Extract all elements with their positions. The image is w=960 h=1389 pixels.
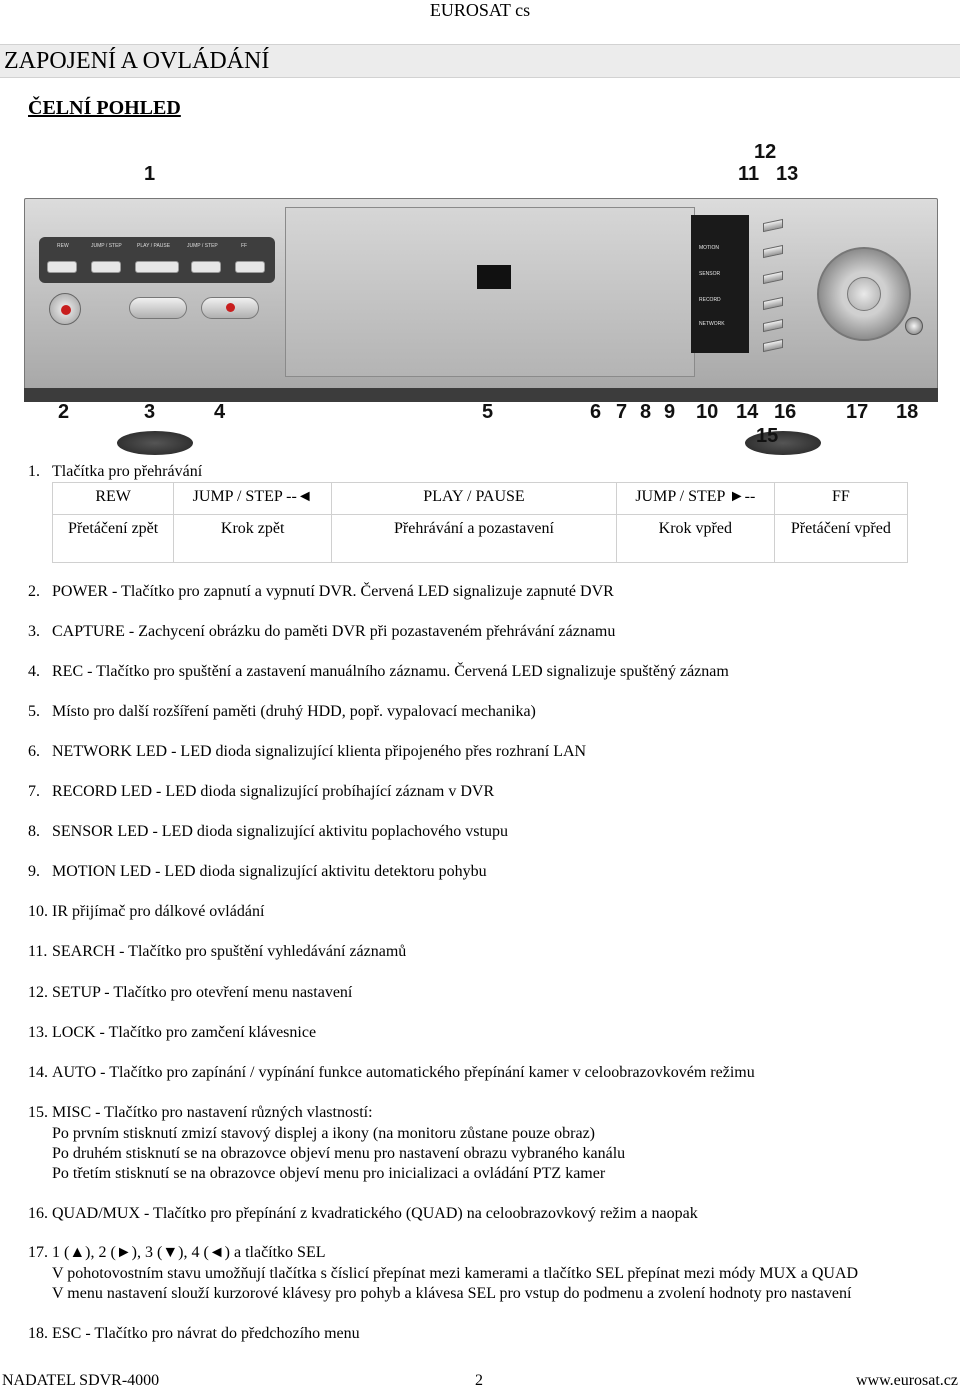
list-item-number: 2. bbox=[28, 583, 40, 600]
network-led-label: NETWORK bbox=[699, 321, 725, 327]
list-item-text: ESC - Tlačítko pro návrat do předchozího menu bbox=[52, 1325, 360, 1342]
cursor-joypad[interactable] bbox=[817, 247, 911, 341]
jump-back-button[interactable] bbox=[91, 261, 121, 273]
list-item-1 bbox=[28, 462, 202, 482]
section-bar bbox=[0, 44, 960, 78]
front-panel-figure bbox=[20, 130, 940, 450]
list-item-text: MISC - Tlačítko pro nastavení různých vlastností: bbox=[52, 1104, 373, 1121]
list-item-number: 6. bbox=[28, 743, 40, 760]
list-item-text: AUTO - Tlačítko pro zapínání / vypínání funkce automatického přepínání kamer v celoobrazovkovém režimu bbox=[52, 1064, 755, 1081]
table-cell: Přehrávání a pozastavení bbox=[332, 515, 617, 563]
callout-17: 17 bbox=[846, 401, 869, 423]
record-led-label: RECORD bbox=[699, 297, 721, 303]
dvr-front-panel bbox=[24, 198, 938, 390]
list-item-number: 7. bbox=[28, 783, 40, 800]
list-item-text: IR přijímač pro dálkové ovládání bbox=[52, 903, 265, 920]
callout-2: 2 bbox=[58, 401, 70, 423]
list-item-14 bbox=[28, 1063, 755, 1083]
table-cell: Přetáčení zpět bbox=[53, 515, 174, 563]
list-item-number: 16. bbox=[28, 1205, 48, 1222]
list-item-12 bbox=[28, 983, 352, 1003]
list-item-2 bbox=[28, 582, 614, 602]
callout-9: 9 bbox=[664, 401, 676, 423]
list-item-number: 1. bbox=[28, 463, 40, 480]
list-item-number: 3. bbox=[28, 623, 40, 640]
footer-model: NADATEL SDVR-4000 bbox=[2, 1372, 160, 1389]
list-item-text: CAPTURE - Zachycení obrázku do paměti DVR při pozastaveném přehrávání záznamu bbox=[52, 623, 616, 640]
rec-led bbox=[226, 303, 235, 312]
item-17-line: V pohotovostním stavu umožňují tlačítka s číslicí přepínat mezi kamerami a tlačítko SEL přepínat mezi módy MUX a QUAD bbox=[52, 1265, 859, 1282]
rew-label: REW bbox=[57, 243, 69, 249]
setup-button[interactable] bbox=[763, 245, 783, 258]
callout-4: 4 bbox=[214, 401, 226, 423]
list-item-number: 12. bbox=[28, 984, 48, 1001]
item-17-line: V menu nastavení slouží kurzorové klávesy pro pohyb a klávesa SEL pro vstup do podmenu a zvolení hodnoty pro nastavení bbox=[52, 1285, 852, 1302]
callout-13: 13 bbox=[776, 163, 799, 185]
rew-button[interactable] bbox=[47, 261, 77, 273]
list-item-number: 10. bbox=[28, 903, 48, 920]
auto-button[interactable] bbox=[763, 297, 783, 310]
list-item-10 bbox=[28, 902, 264, 922]
list-item-7 bbox=[28, 782, 494, 802]
sel-button[interactable] bbox=[847, 277, 881, 311]
list-item-text: 1 (▲), 2 (►), 3 (▼), 4 (◄) a tlačítko SEL bbox=[52, 1244, 326, 1261]
footer-url: www.eurosat.cz bbox=[855, 1372, 958, 1389]
lock-button[interactable] bbox=[763, 271, 783, 284]
table-header-cell: FF bbox=[774, 483, 907, 515]
ff-label: FF bbox=[241, 243, 248, 249]
list-item-number: 17. bbox=[28, 1244, 48, 1261]
ir-receiver bbox=[477, 265, 511, 289]
callout-10: 10 bbox=[696, 401, 719, 423]
dvr-base bbox=[24, 388, 938, 402]
table-header-row bbox=[53, 483, 908, 515]
list-item-9 bbox=[28, 862, 487, 882]
list-item-number: 9. bbox=[28, 863, 40, 880]
item-15-line: Po třetím stisknutí se na obrazovce objeví menu pro inicializaci a ovládání PTZ kamer bbox=[52, 1165, 606, 1182]
esc-button[interactable] bbox=[905, 317, 923, 335]
list-item-8 bbox=[28, 822, 508, 842]
list-item-text: Místo pro další rozšíření paměti (druhý HDD, popř. vypalovací mechanika) bbox=[52, 703, 536, 720]
rec-button[interactable] bbox=[201, 297, 259, 319]
callout-3: 3 bbox=[144, 401, 156, 423]
table-header-cell: JUMP / STEP --◄ bbox=[174, 483, 332, 515]
callout-7: 7 bbox=[616, 401, 628, 423]
list-item-number: 11. bbox=[28, 943, 48, 960]
list-item-18 bbox=[28, 1324, 360, 1344]
table-row bbox=[53, 515, 908, 563]
list-item-text: Tlačítka pro přehrávání bbox=[52, 463, 203, 480]
table-cell: Krok zpět bbox=[174, 515, 332, 563]
motion-led-label: MOTION bbox=[699, 245, 719, 251]
header-brand: EUROSAT cs bbox=[429, 0, 531, 20]
table-header-cell: PLAY / PAUSE bbox=[332, 483, 617, 515]
section-title: ZAPOJENÍ A OVLÁDÁNÍ bbox=[4, 48, 270, 74]
capture-button[interactable] bbox=[129, 297, 187, 319]
list-item-15 bbox=[28, 1103, 373, 1123]
jump-fwd-label: JUMP / STEP bbox=[187, 243, 218, 249]
list-item-4 bbox=[28, 662, 729, 682]
callout-18: 18 bbox=[896, 401, 919, 423]
callout-5: 5 bbox=[482, 401, 494, 423]
ff-button[interactable] bbox=[235, 261, 265, 273]
list-item-13 bbox=[28, 1023, 316, 1043]
item-15-line: Po prvním stisknutí zmizí stavový displej a ikony (na monitoru zůstane pouze obraz) bbox=[52, 1125, 596, 1142]
list-item-3 bbox=[28, 622, 615, 642]
search-button[interactable] bbox=[763, 219, 783, 232]
sensor-led-label: SENSOR bbox=[699, 271, 721, 277]
list-item-text: RECORD LED - LED dioda signalizující probíhající záznam v DVR bbox=[52, 783, 495, 800]
callout-14: 14 bbox=[736, 401, 759, 423]
playback-button-group bbox=[39, 237, 275, 283]
jump-fwd-button[interactable] bbox=[191, 261, 221, 273]
list-item-11 bbox=[28, 942, 406, 962]
list-item-6 bbox=[28, 742, 586, 762]
callout-6: 6 bbox=[590, 401, 602, 423]
callout-8: 8 bbox=[640, 401, 652, 423]
list-item-number: 8. bbox=[28, 823, 40, 840]
playback-buttons-table bbox=[52, 482, 908, 563]
list-item-5 bbox=[28, 702, 536, 722]
list-item-number: 15. bbox=[28, 1104, 48, 1121]
callout-11: 11 bbox=[738, 163, 760, 185]
table-cell: Přetáčení vpřed bbox=[774, 515, 907, 563]
callout-1: 1 bbox=[144, 163, 156, 185]
list-item-number: 13. bbox=[28, 1024, 48, 1041]
subtitle: ČELNÍ POHLED bbox=[28, 97, 181, 119]
list-item-text: LOCK - Tlačítko pro zamčení klávesnice bbox=[52, 1024, 317, 1041]
list-item-text: MOTION LED - LED dioda signalizující aktivitu detektoru pohybu bbox=[52, 863, 487, 880]
list-item-16 bbox=[28, 1204, 698, 1224]
power-button[interactable] bbox=[49, 293, 81, 325]
list-item-text: REC - Tlačítko pro spuštění a zastavení manuálního záznamu. Červená LED signalizuje spuštěný záznam bbox=[52, 663, 729, 680]
item-15-line: Po druhém stisknutí se na obrazovce objeví menu pro nastavení obrazu vybraného kanálu bbox=[52, 1145, 626, 1162]
callout-16: 16 bbox=[774, 401, 797, 423]
list-item-text: SENSOR LED - LED dioda signalizující aktivitu poplachového vstupu bbox=[52, 823, 508, 840]
footer-page-number: 2 bbox=[475, 1372, 483, 1389]
jump-back-label: JUMP / STEP bbox=[91, 243, 122, 249]
list-item-text: NETWORK LED - LED dioda signalizující klienta připojeného přes rozhraní LAN bbox=[52, 743, 587, 760]
table-cell: Krok vpřed bbox=[616, 515, 774, 563]
list-item-text: SEARCH - Tlačítko pro spuštění vyhledávání záznamů bbox=[52, 943, 407, 960]
callout-12: 12 bbox=[754, 141, 777, 163]
list-item-number: 14. bbox=[28, 1064, 48, 1081]
led-panel bbox=[691, 215, 749, 353]
list-item-text: QUAD/MUX - Tlačítko pro přepínání z kvadratického (QUAD) na celoobrazovkový režim a naopak bbox=[52, 1205, 698, 1222]
callout-15: 15 bbox=[756, 425, 779, 447]
list-item-number: 5. bbox=[28, 703, 40, 720]
power-led bbox=[61, 305, 71, 315]
quad-mux-button[interactable] bbox=[763, 339, 783, 352]
list-item-text: SETUP - Tlačítko pro otevření menu nastavení bbox=[52, 984, 353, 1001]
table-header-cell: JUMP / STEP ►-- bbox=[616, 483, 774, 515]
list-item-17 bbox=[28, 1243, 326, 1263]
list-item-number: 4. bbox=[28, 663, 40, 680]
list-item-text: POWER - Tlačítko pro zapnutí a vypnutí DVR. Červená LED signalizuje zapnuté DVR bbox=[52, 583, 614, 600]
expansion-bay bbox=[285, 207, 695, 377]
table-header-cell: REW bbox=[53, 483, 174, 515]
play-label: PLAY / PAUSE bbox=[137, 243, 171, 249]
foot-left bbox=[117, 431, 193, 455]
play-pause-button[interactable] bbox=[135, 261, 179, 273]
list-item-number: 18. bbox=[28, 1325, 48, 1342]
misc-button[interactable] bbox=[763, 319, 783, 332]
